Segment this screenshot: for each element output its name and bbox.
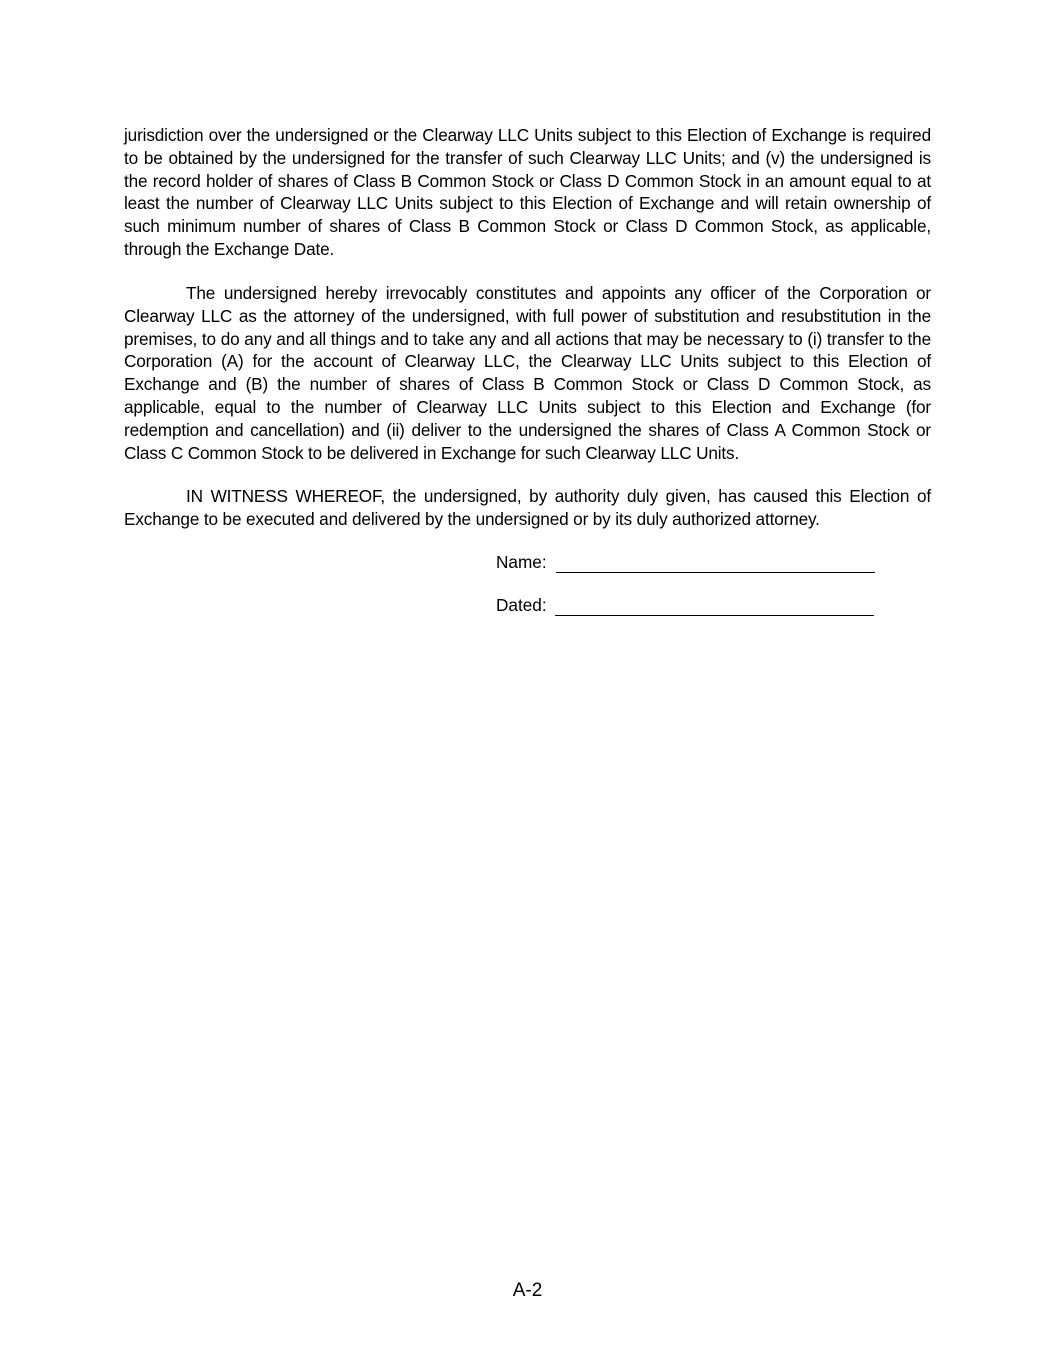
paragraph-in-witness-whereof: IN WITNESS WHEREOF, the undersigned, by authority duly given, has caused this Election of Exchange to be executed and delivered by the undersigned or by its duly authorized attorney. bbox=[124, 486, 931, 529]
signature-dated-blank-line[interactable] bbox=[555, 597, 874, 616]
signature-name-blank-line[interactable] bbox=[556, 554, 875, 573]
paragraph-representations-continued: jurisdiction over the undersigned or the Clearway LLC Units subject to this Election of Exchange is required to be obtained by the undersigned for the transfer of such Clearway LLC Units; and (v) the undersigned is the record holder of shares of Class B Common Stock or Class D Common Stock in an amount equal to at least the number of Clearway LLC Units subject to this Election of Exchange and will retain ownership of such minimum number of shares of Class B Common Stock or Class D Common Stock, as applicable, through the Exchange Date. bbox=[124, 125, 931, 259]
signature-name-label: Name: bbox=[496, 552, 547, 572]
signature-dated-label: Dated: bbox=[496, 595, 547, 615]
signature-dated-row bbox=[496, 594, 874, 616]
signature-name-row bbox=[496, 551, 875, 573]
page-number: A-2 bbox=[512, 1280, 543, 1301]
paragraph-attorney-appointment: The undersigned hereby irrevocably constitutes and appoints any officer of the Corporation or Clearway LLC as the attorney of the undersigned, with full power of substitution and resubstitution in the premises, to do any and all things and to take any and all actions that may be necessary to (i) transfer to the Corporation (A) for the account of Clearway LLC, the Clearway LLC Units subject to this Election of Exchange and (B) the number of shares of Class B Common Stock or Class D Common Stock, as applicable, equal to the number of Clearway LLC Units subject to this Election and Exchange (for redemption and cancellation) and (ii) deliver to the undersigned the shares of Class A Common Stock or Class C Common Stock to be delivered in Exchange for such Clearway LLC Units. bbox=[124, 283, 931, 463]
